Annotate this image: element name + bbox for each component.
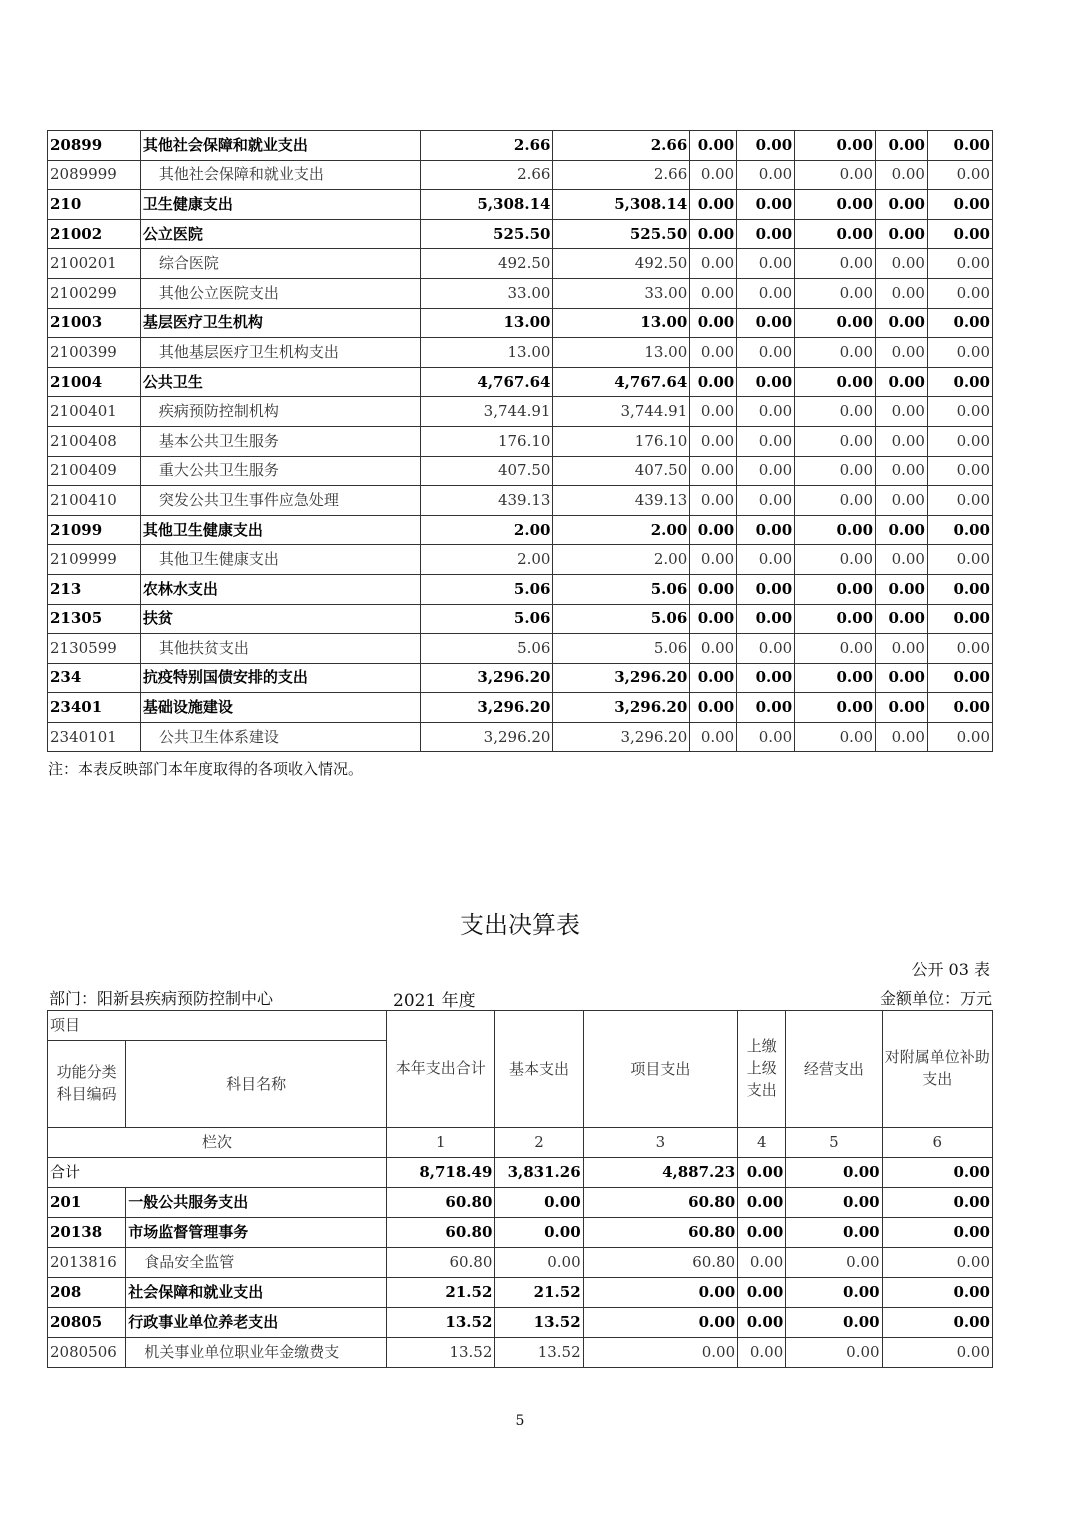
row-value: 0.00 <box>795 604 876 634</box>
row-value: 0.00 <box>882 1278 992 1308</box>
row-value: 0.00 <box>795 278 876 308</box>
row-value: 0.00 <box>690 574 737 604</box>
row-value: 5,308.14 <box>420 190 553 220</box>
row-value: 0.00 <box>882 1188 992 1218</box>
row-value: 21.52 <box>495 1278 583 1308</box>
row-code: 23401 <box>48 693 141 723</box>
row-value: 0.00 <box>737 308 795 338</box>
row-value: 13.00 <box>420 308 553 338</box>
row-value: 0.00 <box>876 397 928 427</box>
row-name: 公立医院 <box>140 219 420 249</box>
row-value: 0.00 <box>786 1278 882 1308</box>
row-value: 0.00 <box>583 1278 737 1308</box>
row-value: 0.00 <box>738 1248 786 1278</box>
row-value: 0.00 <box>737 397 795 427</box>
row-value: 3,744.91 <box>553 397 690 427</box>
row-value: 0.00 <box>876 663 928 693</box>
header-subsidy: 对附属单位补助支出 <box>882 1011 992 1128</box>
row-value: 0.00 <box>927 219 992 249</box>
table-row <box>48 456 993 486</box>
row-value: 3,296.20 <box>553 722 690 752</box>
row-name: 一般公共服务支出 <box>126 1188 387 1218</box>
table-row <box>48 249 993 279</box>
row-value: 3,744.91 <box>420 397 553 427</box>
row-value: 0.00 <box>795 426 876 456</box>
row-value: 13.52 <box>495 1308 583 1338</box>
row-value: 0.00 <box>737 545 795 575</box>
table-row <box>48 426 993 456</box>
row-name: 突发公共卫生事件应急处理 <box>140 486 420 516</box>
row-code: 2100201 <box>48 249 141 279</box>
row-code: 21003 <box>48 308 141 338</box>
row-value: 0.00 <box>876 426 928 456</box>
row-value: 0.00 <box>795 693 876 723</box>
header-operation: 经营支出 <box>786 1011 882 1128</box>
total-value: 0.00 <box>738 1158 786 1188</box>
row-value: 0.00 <box>737 249 795 279</box>
row-value: 3,296.20 <box>553 663 690 693</box>
income-table <box>47 130 993 752</box>
page-title: 支出决算表 <box>460 911 580 939</box>
row-name: 基本公共卫生服务 <box>140 426 420 456</box>
table-row <box>48 574 993 604</box>
table-row <box>48 338 993 368</box>
row-value: 0.00 <box>795 574 876 604</box>
row-value: 5.06 <box>420 634 553 664</box>
table-row <box>48 397 993 427</box>
header-lanci: 栏次 <box>48 1128 387 1158</box>
row-value: 0.00 <box>795 249 876 279</box>
row-value: 439.13 <box>420 486 553 516</box>
row-code: 201 <box>48 1188 126 1218</box>
row-value: 5.06 <box>553 634 690 664</box>
form-number: 公开 03 表 <box>911 960 990 979</box>
row-name: 市场监督管理事务 <box>126 1218 387 1248</box>
table-note: 注：本表反映部门本年度取得的各项收入情况。 <box>48 760 364 778</box>
row-value: 0.00 <box>795 515 876 545</box>
row-name: 抗疫特别国债安排的支出 <box>140 663 420 693</box>
row-value: 0.00 <box>786 1218 882 1248</box>
table-row <box>48 486 993 516</box>
row-value: 33.00 <box>420 278 553 308</box>
header-upper: 上缴上级支出 <box>738 1011 786 1128</box>
row-value: 0.00 <box>882 1218 992 1248</box>
total-value: 4,887.23 <box>583 1158 737 1188</box>
row-value: 0.00 <box>495 1218 583 1248</box>
row-value: 0.00 <box>876 693 928 723</box>
row-value: 2.00 <box>420 545 553 575</box>
row-name: 其他社会保障和就业支出 <box>140 131 420 161</box>
row-value: 0.00 <box>737 693 795 723</box>
row-value: 0.00 <box>737 486 795 516</box>
row-value: 4,767.64 <box>420 367 553 397</box>
row-value: 5,308.14 <box>553 190 690 220</box>
row-value: 0.00 <box>690 545 737 575</box>
row-value: 407.50 <box>553 456 690 486</box>
row-code: 208 <box>48 1278 126 1308</box>
row-name: 机关事业单位职业年金缴费支 <box>126 1338 387 1368</box>
row-name: 基础设施建设 <box>140 693 420 723</box>
row-value: 0.00 <box>690 693 737 723</box>
row-value: 0.00 <box>795 456 876 486</box>
row-value: 0.00 <box>690 160 737 190</box>
row-value: 0.00 <box>737 515 795 545</box>
row-name: 重大公共卫生服务 <box>140 456 420 486</box>
row-value: 0.00 <box>795 367 876 397</box>
row-value: 0.00 <box>738 1308 786 1338</box>
row-value: 0.00 <box>690 367 737 397</box>
row-name: 公共卫生 <box>140 367 420 397</box>
row-value: 13.52 <box>387 1338 495 1368</box>
row-value: 0.00 <box>737 131 795 161</box>
row-value: 2.00 <box>553 515 690 545</box>
row-value: 0.00 <box>876 545 928 575</box>
row-code: 2013816 <box>48 1248 126 1278</box>
row-value: 0.00 <box>927 249 992 279</box>
row-value: 525.50 <box>553 219 690 249</box>
row-value: 0.00 <box>690 131 737 161</box>
table-row <box>48 604 993 634</box>
header-item: 项目 <box>48 1011 387 1041</box>
row-value: 0.00 <box>876 131 928 161</box>
row-value: 0.00 <box>927 693 992 723</box>
col-num: 4 <box>738 1128 786 1158</box>
row-value: 13.52 <box>495 1338 583 1368</box>
row-value: 60.80 <box>387 1248 495 1278</box>
expenditure-table <box>47 1010 993 1368</box>
row-value: 0.00 <box>738 1338 786 1368</box>
table-row <box>48 663 993 693</box>
row-value: 525.50 <box>420 219 553 249</box>
row-value: 0.00 <box>927 545 992 575</box>
row-value: 0.00 <box>495 1188 583 1218</box>
unit-label: 金额单位：万元 <box>879 989 992 1008</box>
row-value: 0.00 <box>690 308 737 338</box>
row-value: 0.00 <box>795 219 876 249</box>
table-row <box>48 131 993 161</box>
row-value: 0.00 <box>876 486 928 516</box>
row-value: 0.00 <box>690 456 737 486</box>
row-value: 0.00 <box>927 663 992 693</box>
row-value: 0.00 <box>690 426 737 456</box>
row-value: 13.52 <box>387 1308 495 1338</box>
row-value: 60.80 <box>583 1248 737 1278</box>
row-name: 其他扶贫支出 <box>140 634 420 664</box>
row-value: 0.00 <box>690 249 737 279</box>
table-row <box>48 1278 993 1308</box>
row-value: 0.00 <box>786 1308 882 1338</box>
row-value: 0.00 <box>737 190 795 220</box>
row-name: 公共卫生体系建设 <box>140 722 420 752</box>
col-num: 3 <box>583 1128 737 1158</box>
row-value: 0.00 <box>795 663 876 693</box>
row-value: 5.06 <box>553 574 690 604</box>
row-name: 食品安全监管 <box>126 1248 387 1278</box>
table-row <box>48 160 993 190</box>
total-value: 0.00 <box>882 1158 992 1188</box>
row-value: 33.00 <box>553 278 690 308</box>
row-code: 20138 <box>48 1218 126 1248</box>
row-value: 0.00 <box>882 1338 992 1368</box>
table-row <box>48 1188 993 1218</box>
table-row <box>48 190 993 220</box>
row-value: 0.00 <box>927 486 992 516</box>
row-name: 疾病预防控制机构 <box>140 397 420 427</box>
row-name: 卫生健康支出 <box>140 190 420 220</box>
row-value: 4,767.64 <box>553 367 690 397</box>
table-row <box>48 1338 993 1368</box>
table-row <box>48 693 993 723</box>
row-code: 2100399 <box>48 338 141 368</box>
row-value: 0.00 <box>737 160 795 190</box>
table-row <box>48 515 993 545</box>
row-value: 0.00 <box>876 574 928 604</box>
row-value: 0.00 <box>737 367 795 397</box>
row-value: 0.00 <box>882 1308 992 1338</box>
table-row <box>48 308 993 338</box>
row-code: 20899 <box>48 131 141 161</box>
table-row <box>48 367 993 397</box>
row-value: 60.80 <box>583 1218 737 1248</box>
row-value: 0.00 <box>795 397 876 427</box>
row-value: 0.00 <box>927 515 992 545</box>
row-value: 5.06 <box>420 574 553 604</box>
row-value: 0.00 <box>737 604 795 634</box>
row-code: 20805 <box>48 1308 126 1338</box>
row-value: 3,296.20 <box>420 693 553 723</box>
row-code: 2340101 <box>48 722 141 752</box>
row-value: 2.66 <box>553 160 690 190</box>
row-code: 2080506 <box>48 1338 126 1368</box>
row-value: 0.00 <box>690 190 737 220</box>
row-value: 0.00 <box>927 278 992 308</box>
row-value: 0.00 <box>795 131 876 161</box>
col-num: 6 <box>882 1128 992 1158</box>
row-value: 0.00 <box>690 604 737 634</box>
row-value: 0.00 <box>737 338 795 368</box>
row-code: 213 <box>48 574 141 604</box>
row-code: 2100401 <box>48 397 141 427</box>
row-value: 0.00 <box>737 456 795 486</box>
row-value: 0.00 <box>737 219 795 249</box>
row-value: 0.00 <box>876 604 928 634</box>
department-label: 部门：阳新县疾病预防控制中心 <box>49 989 274 1008</box>
header-basic: 基本支出 <box>495 1011 583 1128</box>
row-value: 0.00 <box>876 190 928 220</box>
row-value: 0.00 <box>927 426 992 456</box>
row-value: 0.00 <box>876 278 928 308</box>
row-code: 2100299 <box>48 278 141 308</box>
row-code: 21004 <box>48 367 141 397</box>
row-code: 2089999 <box>48 160 141 190</box>
row-value: 0.00 <box>876 367 928 397</box>
row-value: 0.00 <box>795 338 876 368</box>
row-code: 2100409 <box>48 456 141 486</box>
row-name: 综合医院 <box>140 249 420 279</box>
row-value: 407.50 <box>420 456 553 486</box>
row-value: 0.00 <box>795 160 876 190</box>
header-code: 功能分类科目编码 <box>48 1041 126 1128</box>
total-label: 合计 <box>48 1158 387 1188</box>
row-value: 0.00 <box>927 367 992 397</box>
row-value: 2.00 <box>420 515 553 545</box>
row-value: 0.00 <box>927 397 992 427</box>
row-value: 0.00 <box>737 663 795 693</box>
row-name: 行政事业单位养老支出 <box>126 1308 387 1338</box>
row-value: 0.00 <box>876 515 928 545</box>
total-value: 0.00 <box>786 1158 882 1188</box>
row-value: 2.66 <box>420 131 553 161</box>
row-value: 492.50 <box>420 249 553 279</box>
row-value: 0.00 <box>795 545 876 575</box>
table-row <box>48 1308 993 1338</box>
row-value: 13.00 <box>420 338 553 368</box>
table-row <box>48 545 993 575</box>
row-code: 21002 <box>48 219 141 249</box>
row-value: 0.00 <box>927 308 992 338</box>
row-value: 0.00 <box>690 515 737 545</box>
row-value: 0.00 <box>876 249 928 279</box>
row-value: 0.00 <box>795 308 876 338</box>
row-value: 0.00 <box>927 604 992 634</box>
row-value: 0.00 <box>738 1218 786 1248</box>
row-code: 2100408 <box>48 426 141 456</box>
row-value: 0.00 <box>690 338 737 368</box>
row-value: 0.00 <box>690 219 737 249</box>
row-code: 2100410 <box>48 486 141 516</box>
row-value: 0.00 <box>876 456 928 486</box>
row-value: 60.80 <box>387 1188 495 1218</box>
row-value: 0.00 <box>786 1338 882 1368</box>
row-value: 0.00 <box>927 574 992 604</box>
row-value: 0.00 <box>690 278 737 308</box>
row-value: 0.00 <box>927 190 992 220</box>
row-value: 0.00 <box>583 1308 737 1338</box>
row-value: 0.00 <box>738 1188 786 1218</box>
row-value: 0.00 <box>927 634 992 664</box>
row-value: 3,296.20 <box>553 693 690 723</box>
row-code: 2109999 <box>48 545 141 575</box>
row-value: 0.00 <box>690 634 737 664</box>
row-value: 0.00 <box>876 722 928 752</box>
row-value: 0.00 <box>737 634 795 664</box>
row-name: 基层医疗卫生机构 <box>140 308 420 338</box>
row-code: 234 <box>48 663 141 693</box>
row-value: 0.00 <box>876 219 928 249</box>
row-value: 3,296.20 <box>420 722 553 752</box>
row-value: 5.06 <box>553 604 690 634</box>
row-value: 13.00 <box>553 308 690 338</box>
row-value: 0.00 <box>927 722 992 752</box>
row-value: 5.06 <box>420 604 553 634</box>
row-value: 60.80 <box>387 1218 495 1248</box>
row-value: 0.00 <box>927 338 992 368</box>
row-value: 21.52 <box>387 1278 495 1308</box>
row-name: 扶贫 <box>140 604 420 634</box>
row-code: 2130599 <box>48 634 141 664</box>
row-code: 21099 <box>48 515 141 545</box>
row-value: 2.66 <box>553 131 690 161</box>
row-value: 0.00 <box>876 160 928 190</box>
total-row <box>48 1158 993 1188</box>
row-value: 0.00 <box>583 1338 737 1368</box>
row-value: 2.66 <box>420 160 553 190</box>
row-value: 13.00 <box>553 338 690 368</box>
col-num: 2 <box>495 1128 583 1158</box>
row-value: 0.00 <box>927 160 992 190</box>
row-name: 其他卫生健康支出 <box>140 515 420 545</box>
header-total: 本年支出合计 <box>387 1011 495 1128</box>
row-value: 0.00 <box>690 486 737 516</box>
table-row <box>48 1218 993 1248</box>
row-value: 0.00 <box>795 722 876 752</box>
row-value: 0.00 <box>927 131 992 161</box>
row-value: 0.00 <box>738 1278 786 1308</box>
row-value: 60.80 <box>583 1188 737 1218</box>
row-name: 其他卫生健康支出 <box>140 545 420 575</box>
year-label: 2021 年度 <box>393 991 476 1011</box>
row-value: 0.00 <box>876 308 928 338</box>
table-row <box>48 1248 993 1278</box>
row-value: 0.00 <box>876 634 928 664</box>
row-value: 0.00 <box>737 722 795 752</box>
table-row <box>48 278 993 308</box>
total-value: 3,831.26 <box>495 1158 583 1188</box>
row-value: 0.00 <box>690 663 737 693</box>
row-value: 0.00 <box>690 397 737 427</box>
row-value: 0.00 <box>795 634 876 664</box>
row-name: 社会保障和就业支出 <box>126 1278 387 1308</box>
page-number: 5 <box>515 1413 525 1429</box>
row-code: 21305 <box>48 604 141 634</box>
row-value: 439.13 <box>553 486 690 516</box>
table-row <box>48 722 993 752</box>
total-value: 8,718.49 <box>387 1158 495 1188</box>
row-value: 492.50 <box>553 249 690 279</box>
row-value: 0.00 <box>737 426 795 456</box>
table-row <box>48 634 993 664</box>
col-num: 1 <box>387 1128 495 1158</box>
row-value: 0.00 <box>495 1248 583 1278</box>
row-value: 0.00 <box>882 1248 992 1278</box>
header-project: 项目支出 <box>583 1011 737 1128</box>
row-value: 0.00 <box>795 190 876 220</box>
row-value: 2.00 <box>553 545 690 575</box>
row-code: 210 <box>48 190 141 220</box>
header-name: 科目名称 <box>126 1041 387 1128</box>
row-name: 其他公立医院支出 <box>140 278 420 308</box>
row-name: 其他基层医疗卫生机构支出 <box>140 338 420 368</box>
row-value: 0.00 <box>786 1188 882 1218</box>
row-value: 0.00 <box>737 278 795 308</box>
table-row <box>48 219 993 249</box>
row-value: 0.00 <box>786 1248 882 1278</box>
row-value: 176.10 <box>420 426 553 456</box>
row-name: 其他社会保障和就业支出 <box>140 160 420 190</box>
row-value: 0.00 <box>876 338 928 368</box>
row-value: 0.00 <box>927 456 992 486</box>
row-value: 176.10 <box>553 426 690 456</box>
row-value: 0.00 <box>737 574 795 604</box>
col-num: 5 <box>786 1128 882 1158</box>
row-value: 0.00 <box>795 486 876 516</box>
row-value: 3,296.20 <box>420 663 553 693</box>
row-value: 0.00 <box>690 722 737 752</box>
row-name: 农林水支出 <box>140 574 420 604</box>
